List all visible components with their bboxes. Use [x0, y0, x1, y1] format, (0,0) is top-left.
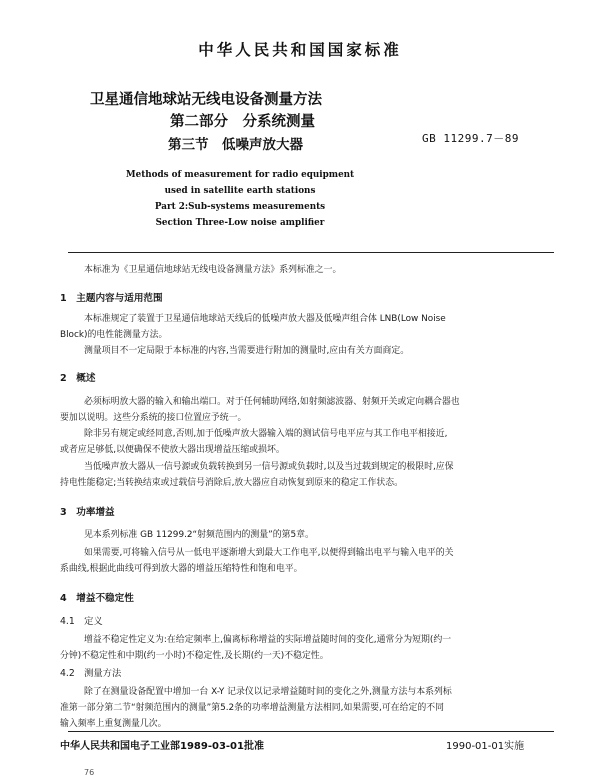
section-4-heading: 4 增益不稳定性 [60, 593, 134, 604]
section-4-2-para-line-2: 准第一部分第二节“射频范围内的测量”第5.2条的功率增益测量方法相同,如果需要,可在给定的不同 [60, 703, 444, 713]
section-2-para-1-line-1: 必须标明放大器的输入和输出端口。对于任何辅助网络,如射频滤波器、射频开关或定向耦合器也 [84, 397, 460, 407]
footer-divider [68, 731, 554, 732]
implementation-date: 1990-01-01实施 [446, 741, 525, 752]
section-2-heading: 2 概述 [60, 373, 96, 384]
section-2-para-2-line-1: 除非另有规定或经同意,否则,加于低噪声放大器输入端的测试信号电平应与其工作电平相接近, [84, 429, 448, 439]
section-1-heading: 1 主题内容与适用范围 [60, 293, 163, 304]
section-3-para-1: 见本系列标准 GB 11299.2“射频范围内的测量”的第5章。 [84, 530, 314, 540]
section-3-para-2-line-2: 系曲线,根据此曲线可得到放大器的增益压缩特性和饱和电平。 [60, 564, 303, 574]
section-1-para-2: 测量项目不一定局限于本标准的内容,当需要进行附加的测量时,应由有关方面商定。 [84, 346, 410, 356]
section-1-para-1-line-2: Block)的电性能测量方法。 [60, 330, 168, 340]
section-4-1-heading: 4.1 定义 [60, 616, 103, 627]
gb-code: GB 11299.7－89 [422, 132, 519, 145]
section-3-heading: 3 功率增益 [60, 507, 115, 518]
section-title: 第三节 低噪声放大器 [168, 137, 303, 153]
section-2-para-2-line-2: 或者应足够低,以便确保不使放大器出现增益压缩或损坏。 [60, 445, 285, 455]
section-4-2-heading: 4.2 测量方法 [60, 668, 122, 679]
section-2-para-3-line-2: 持电性能稳定;当转换结束或过载信号消除后,放大器应自动恢复到原来的稳定工作状态。 [60, 478, 404, 488]
section-4-2-para-line-3: 输入频率上重复测量几次。 [60, 719, 167, 729]
section-1-para-1-line-1: 本标准规定了装置于卫星通信地球站天线后的低噪声放大器及低噪声组合体 LNB(Low Noise [84, 314, 446, 324]
document-title: 卫星通信地球站无线电设备测量方法 [90, 92, 322, 108]
section-4-1-para-line-1: 增益不稳定性定义为:在给定频率上,偏离标称增益的实际增益随时间的变化,通常分为短期(约一 [84, 635, 452, 645]
page-number: 76 [84, 768, 95, 777]
standard-body-header: 中华人民共和国国家标准 [198, 41, 402, 59]
english-title-line-1: Methods of measurement for radio equipment [125, 170, 355, 180]
intro-paragraph: 本标准为《卫星通信地球站无线电设备测量方法》系列标准之一。 [84, 265, 342, 275]
english-title-line-2: used in satellite earth stations [164, 186, 316, 196]
section-2-para-1-line-2: 要加以说明。这些分系统的接口位置应予统一。 [60, 413, 247, 423]
header-divider [68, 252, 554, 253]
section-3-para-2-line-1: 如果需要,可将输入信号从一低电平逐渐增大到最大工作电平,以便得到输出电平与输入电平的关 [84, 548, 454, 558]
part-title: 第二部分 分系统测量 [170, 114, 315, 130]
section-4-2-para-line-1: 除了在测量设备配置中增加一台 X-Y 记录仪以记录增益随时间的变化之外,测量方法与本系列标 [84, 687, 452, 697]
english-title-line-4: Section Three-Low noise amplifier [155, 218, 325, 228]
english-title-line-3: Part 2:Sub-systems measurements [154, 202, 326, 212]
section-2-para-3-line-1: 当低噪声放大器从一信号源或负载转换到另一信号源或负载时,以及当过载到规定的极限时,应保 [84, 462, 454, 472]
approval-statement: 中华人民共和国电子工业部1989-03-01批准 [60, 741, 264, 752]
section-4-1-para-line-2: 分钟)不稳定性和中期(约一小时)不稳定性,及长期(约一天)不稳定性。 [60, 651, 329, 661]
